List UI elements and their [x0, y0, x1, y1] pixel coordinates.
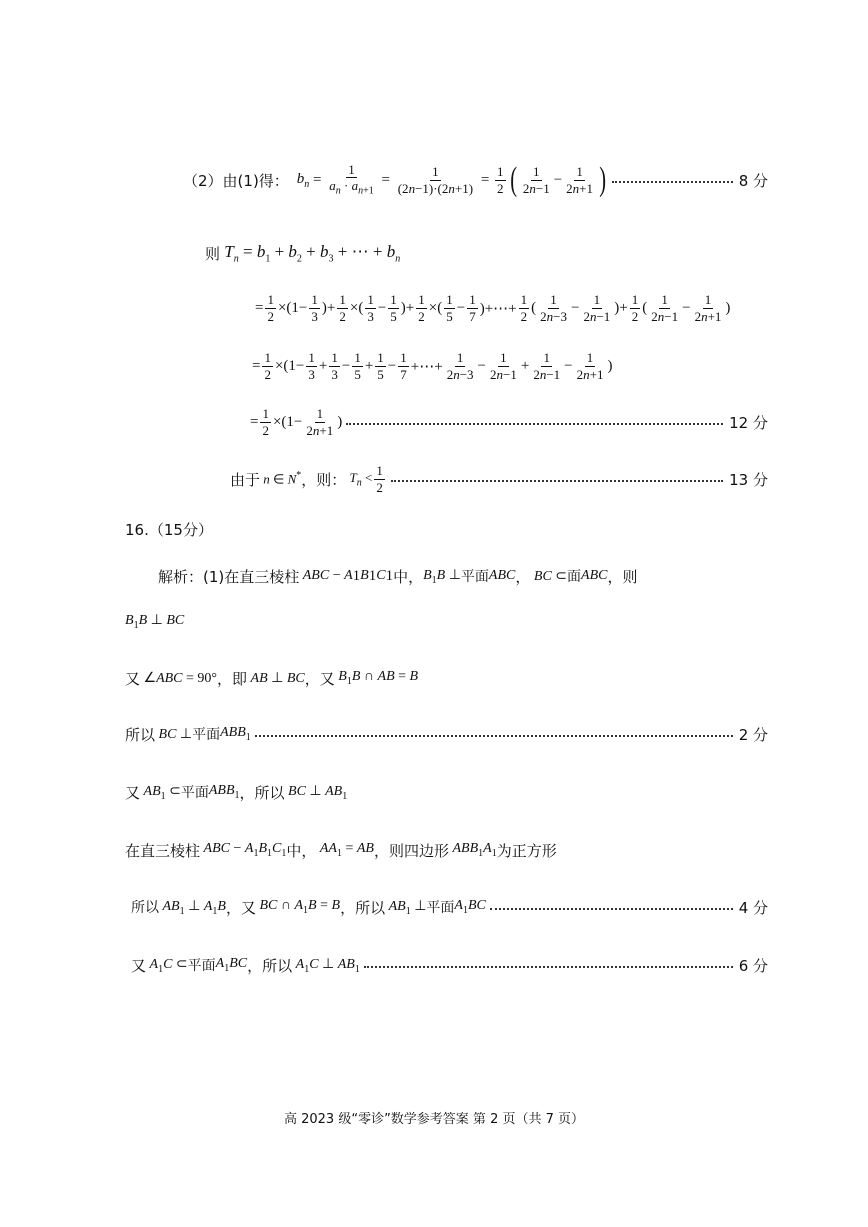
q16-line-4pts: 所以 $AB_1$ ⊥ $A_1B$ ，又 BC ∩ $A_1B = B$ ，所以 $AB_1$ ⊥ 平面 $A_1BC$ 4 分 [131, 898, 768, 917]
q16-line-b1b: $B_1B$ ⊥ BC [125, 612, 185, 631]
tn-def-line: 则 $T_n = b_1 + b_2 + b_3$ + ⋯ + $b_n$ [205, 241, 401, 265]
leader-dots [490, 908, 733, 910]
part2-line: （2）由(1)得： $b_n$ = $\frac{1}{a_n \cdot a_{n+1}}$ = $\frac{1}{(2n-1)\cdot(2n+1)}$ = $\frac{1}{2}$ ( $\frac{1}{2n-1}$ − $\frac{1}{2n+1}$ ) 8 分 [183, 161, 768, 198]
leader-dots [391, 480, 723, 482]
then-label: 则 [205, 244, 221, 263]
score-12: 12 分 [729, 413, 768, 432]
q16-header: 16.（15分） [125, 520, 213, 539]
q16-line-6pts: 又 $A_1C$ ⊂ 平面 $A_1BC$ ，所以 $A_1C$ ⊥ $AB_1$ 6 分 [131, 956, 768, 975]
since-mid: ，则： [301, 470, 347, 489]
expansion-line-1: = $\frac{1}{2}$ ×(1− $\frac{1}{3}$ )+ $\frac{1}{2}$ ×( $\frac{1}{3}$ − $\frac{1}{5}$ )+ $\frac{1}{2}$ ×( $\frac{1}{5}$ − $\frac{1}{7}$ )+⋯+ $\frac{1}{2}$ ( $\frac{1}{2n-3}$ − $\frac{1}{2n-1}$ )+ $\frac{1}{2}$ ( $\frac{1}{2n-1}$ − $\frac{1}{2n+1}$ ) [255, 291, 731, 324]
result-line: = $\frac{1}{2}$ ×(1− $\frac{1}{2n+1}$ ) 12 分 [250, 405, 768, 438]
score-2: 2 分 [738, 725, 768, 744]
q16-line-2pts: 所以 BC ⊥ 平面 $ABB_1$ 2 分 [125, 725, 768, 744]
q16-line-angle: 又 ∠ABC = 90° ，即 AB ⊥ BC ，又 $B_1B$ ∩ AB = B [125, 669, 419, 688]
leader-dots [612, 181, 732, 183]
score-4: 4 分 [738, 898, 768, 917]
expansion-line-2: = $\frac{1}{2}$ ×(1− $\frac{1}{3}$ + $\frac{1}{3}$ − $\frac{1}{5}$ + $\frac{1}{5}$ − $\frac{1}{7}$ +⋯+ $\frac{1}{2n-3}$ − $\frac{1}{2n-1}$ + $\frac{1}{2n-1}$ − $\frac{1}{2n+1}$ ) [252, 349, 613, 382]
q16-intro-line: 解析：(1)在直三棱柱 ABC − A 1 B 1 C 1 中， $B_1B$ ⊥ 平面 ABC ， BC ⊂ 面 ABC ，则 [158, 567, 638, 586]
leader-dots [364, 966, 733, 968]
score-13: 13 分 [729, 470, 768, 489]
since-prefix: 由于 [230, 470, 261, 489]
score-6: 6 分 [738, 956, 768, 975]
leader-dots [255, 735, 733, 737]
page-footer: 高 2023 级“零诊”数学参考答案 第 2 页（共 7 页） [283, 1112, 585, 1127]
leader-dots [346, 423, 723, 425]
q16-line-ab1: 又 $AB_1$ ⊂ 平面 $ABB_1$ ，所以 BC ⊥ $AB_1$ [125, 783, 348, 802]
since-line: 由于 n ∈ N* ，则： $T_n$ < $\frac{1}{2}$ 13 分 [230, 462, 768, 495]
score-8: 8 分 [738, 171, 768, 190]
q16-line-square: 在直三棱柱 ABC − $A_1B_1C_1$ 中， $AA_1$ = AB ，则四边形 $ABB_1A_1$ 为正方形 [125, 841, 557, 860]
part2-label: （2）由(1)得： [183, 171, 289, 190]
